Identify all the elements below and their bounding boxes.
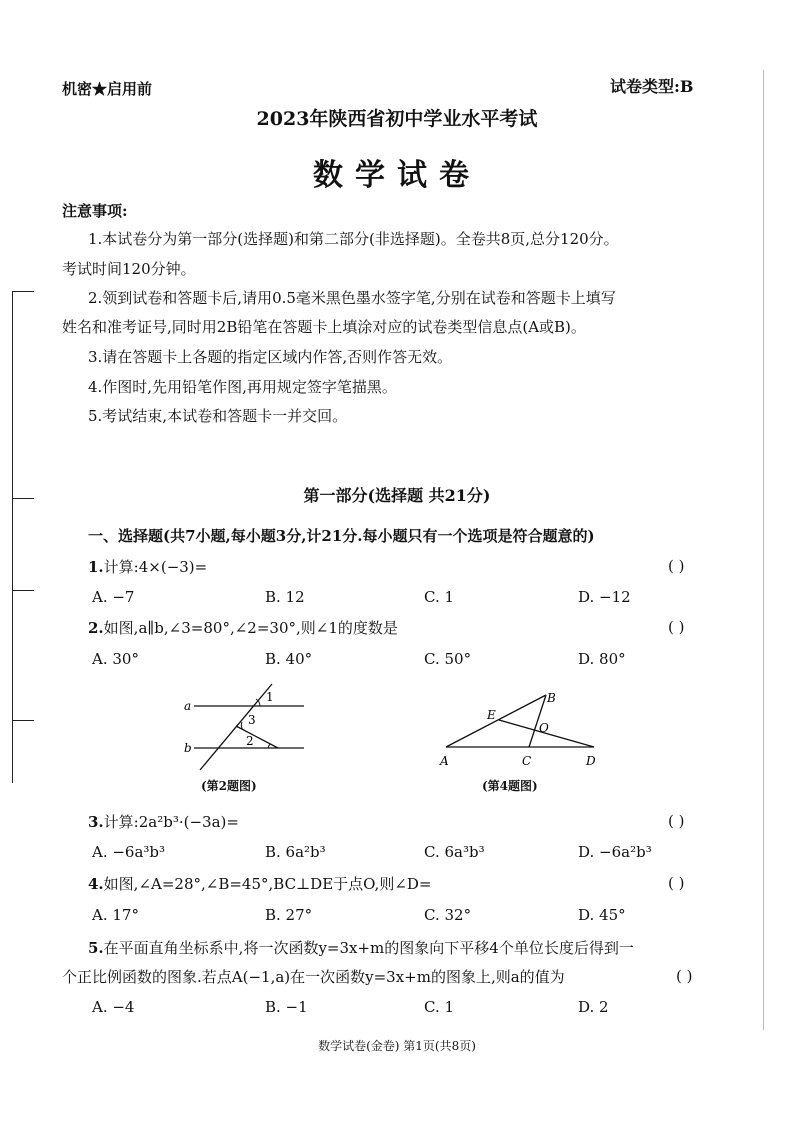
option-a: A. −4: [92, 998, 135, 1016]
option-b: B. 12: [265, 588, 305, 606]
label-b: b: [184, 741, 192, 755]
question-1: [88, 557, 207, 577]
figure-q4: [436, 686, 606, 770]
label-2: 2: [246, 734, 254, 748]
question-stem: 计算:4×(−3)=: [103, 558, 208, 576]
page-edge-line: [763, 70, 764, 1030]
label-B: B: [547, 691, 556, 705]
answer-paren: ( ): [676, 967, 693, 985]
question-number: 1.: [88, 558, 104, 576]
binding-mark: [12, 590, 34, 591]
option-d: D. 80°: [578, 650, 626, 668]
answer-paren: ( ): [668, 812, 685, 830]
binding-mark: [12, 720, 34, 721]
option-b: B. −1: [265, 998, 308, 1016]
exam-title: 2023年陕西省初中学业水平考试: [256, 108, 538, 130]
notes-heading: 注意事项:: [62, 202, 128, 220]
label-E: E: [487, 708, 496, 722]
question-stem: 如图,∠A=28°,∠B=45°,BC⊥DE于点O,则∠D=: [103, 875, 432, 893]
option-a: A. −7: [92, 588, 135, 606]
note-3: 3.请在答题卡上各题的指定区域内作答,否则作答无效。: [88, 348, 453, 366]
question-5-cont: 个正比例函数的图象.若点A(−1,a)在一次函数y=3x+m的图象上,则a的值为: [62, 968, 565, 986]
confidential-label: 机密★启用前: [62, 80, 153, 98]
subject-title: 数学试卷: [313, 158, 481, 193]
label-a: a: [184, 699, 192, 713]
question-number: 5.: [88, 939, 104, 957]
label-1: 1: [266, 690, 274, 704]
figure-caption: (第2题图): [201, 779, 257, 793]
option-d: D. −12: [578, 588, 631, 606]
option-c: C. 32°: [424, 906, 472, 924]
answer-paren: ( ): [668, 557, 685, 575]
option-a: A. 30°: [92, 650, 139, 668]
figure-caption: (第4题图): [482, 779, 538, 793]
option-d: D. −6a²b³: [578, 843, 652, 861]
label-D: D: [586, 754, 596, 768]
option-d: D. 45°: [578, 906, 626, 924]
label-C: C: [522, 754, 532, 768]
question-3: [88, 812, 239, 832]
answer-paren: ( ): [668, 618, 685, 636]
option-c: C. 1: [424, 998, 455, 1016]
page-footer: 数学试卷(金卷) 第1页(共8页): [318, 1039, 476, 1053]
option-d: D. 2: [578, 998, 609, 1016]
note-2: 2.领到试卷和答题卡后,请用0.5毫米黑色墨水签字笔,分别在试卷和答题卡上填写: [88, 289, 616, 307]
question-number: 3.: [88, 813, 104, 831]
option-b: B. 40°: [265, 650, 313, 668]
question-4: [88, 874, 432, 894]
paper-type-label: 试卷类型:B: [610, 77, 694, 96]
question-number: 2.: [88, 619, 104, 637]
option-b: B. 6a²b³: [265, 843, 326, 861]
question-number: 4.: [88, 875, 104, 893]
binding-line: [12, 291, 13, 783]
question-stem: 计算:2a²b³·(−3a)=: [103, 813, 239, 831]
question-2: [88, 618, 398, 638]
option-b: B. 27°: [265, 906, 313, 924]
part1-heading: 第一部分(选择题 共21分): [303, 486, 491, 505]
note-2-cont: 姓名和准考证号,同时用2B铅笔在答题卡上填涂对应的试卷类型信息点(A或B)。: [62, 318, 586, 336]
figure-q2: [180, 680, 310, 772]
question-stem: 如图,a∥b,∠3=80°,∠2=30°,则∠1的度数是: [103, 619, 398, 637]
option-c: C. 50°: [424, 650, 472, 668]
section-heading: 一、选择题(共7小题,每小题3分,计21分.每小题只有一个选项是符合题意的): [88, 527, 595, 545]
option-a: A. 17°: [92, 906, 139, 924]
question-5: [88, 938, 634, 958]
label-A: A: [440, 754, 449, 768]
note-5: 5.考试结束,本试卷和答题卡一并交回。: [88, 407, 348, 425]
transversal: [200, 684, 272, 770]
option-c: C. 6a³b³: [424, 843, 485, 861]
option-a: A. −6a³b³: [92, 843, 166, 861]
answer-paren: ( ): [668, 874, 685, 892]
option-c: C. 1: [424, 588, 455, 606]
question-stem: 在平面直角坐标系中,将一次函数y=3x+m的图象向下平移4个单位长度后得到一: [103, 939, 634, 957]
note-4: 4.作图时,先用铅笔作图,再用规定签字笔描黑。: [88, 378, 397, 396]
note-1: 1.本试卷分为第一部分(选择题)和第二部分(非选择题)。全卷共8页,总分120分。: [88, 230, 619, 248]
label-O: O: [539, 721, 549, 735]
binding-mark: [12, 291, 34, 292]
label-3: 3: [248, 713, 256, 727]
note-1-cont: 考试时间120分钟。: [62, 260, 196, 278]
